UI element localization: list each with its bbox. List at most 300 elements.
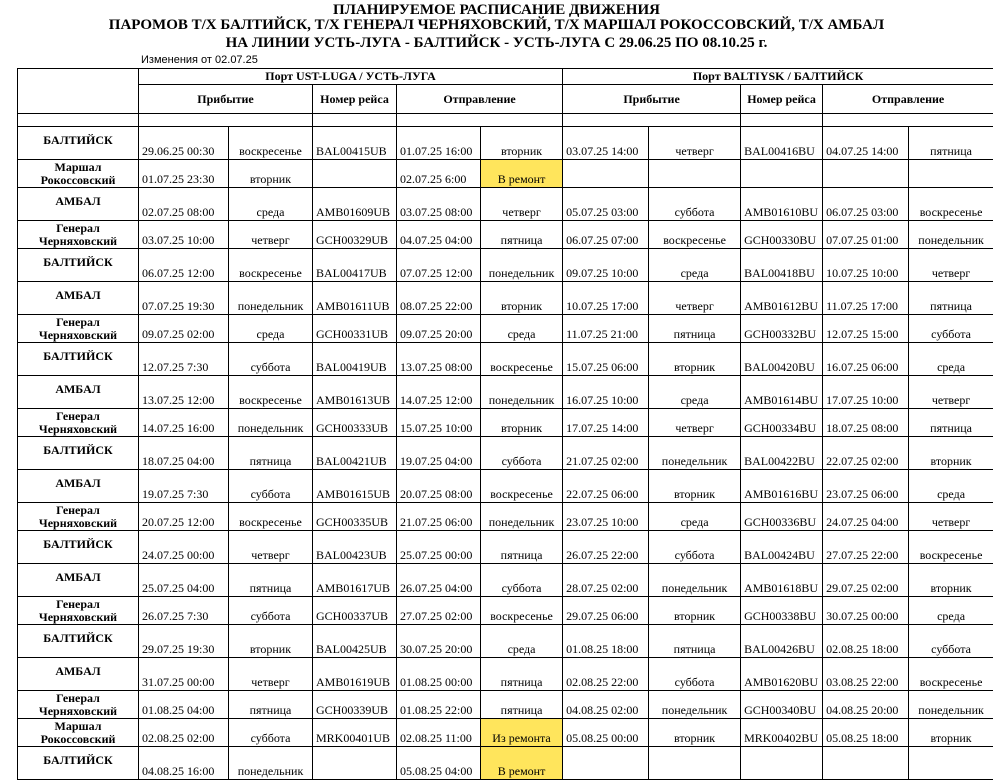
baltiysk-arrival-day bbox=[649, 747, 741, 780]
ship-name-cell bbox=[18, 564, 139, 597]
ship-name-line: АМБАЛ bbox=[21, 288, 135, 303]
ust-luga-arrival-time: 14.07.25 16:00 bbox=[139, 409, 229, 437]
baltiysk-departure-time: 03.08.25 22:00 bbox=[823, 658, 909, 691]
schedule-row bbox=[18, 747, 993, 780]
ship-name-line: АМБАЛ bbox=[21, 382, 135, 397]
ust-luga-arrival-time: 24.07.25 00:00 bbox=[139, 531, 229, 564]
ust-luga-departure-time: 07.07.25 12:00 bbox=[397, 249, 481, 282]
ship-name-line: Черняховский bbox=[21, 423, 135, 436]
ust-luga-arrival-day: пятница bbox=[229, 437, 313, 470]
ust-luga-departure-day: понедельник bbox=[481, 249, 563, 282]
baltiysk-departure-time: 04.08.25 20:00 bbox=[823, 691, 909, 719]
ust-luga-arrival-day: воскресенье bbox=[229, 127, 313, 160]
ship-name-line: БАЛТИЙСК bbox=[21, 255, 135, 270]
ust-luga-departure-time: 05.08.25 04:00 bbox=[397, 747, 481, 780]
baltiysk-arrival-day: суббота bbox=[649, 188, 741, 221]
ust-luga-departure-day: среда bbox=[481, 315, 563, 343]
baltiysk-arrival-time: 03.07.25 14:00 bbox=[563, 127, 649, 160]
ship-name-line: АМБАЛ bbox=[21, 476, 135, 491]
ust-luga-arrival-time: 02.08.25 02:00 bbox=[139, 719, 229, 747]
ust-luga-arrival-day: пятница bbox=[229, 564, 313, 597]
ust-luga-voyage-number: MRK00401UB bbox=[313, 719, 397, 747]
ust-luga-departure-header: Отправление bbox=[397, 85, 563, 114]
ship-name-line: Генерал bbox=[21, 598, 135, 611]
ust-luga-departure-time: 19.07.25 04:00 bbox=[397, 437, 481, 470]
baltiysk-arrival-time: 10.07.25 17:00 bbox=[563, 282, 649, 315]
spacer-cell bbox=[741, 114, 823, 127]
ship-name-cell bbox=[18, 221, 139, 249]
ship-name-cell bbox=[18, 719, 139, 747]
ust-luga-departure-time: 04.07.25 04:00 bbox=[397, 221, 481, 249]
baltiysk-departure-time: 24.07.25 04:00 bbox=[823, 503, 909, 531]
ust-luga-departure-day: воскресенье bbox=[481, 597, 563, 625]
ust-luga-arrival-day: четверг bbox=[229, 221, 313, 249]
baltiysk-voyage-number: BAL00426BU bbox=[741, 625, 823, 658]
schedule-row bbox=[18, 343, 993, 376]
schedule-row bbox=[18, 503, 993, 531]
ship-name-line: АМБАЛ bbox=[21, 194, 135, 209]
title-line-2: ПАРОМОВ Т/Х БАЛТИЙСК, Т/Х ГЕНЕРАЛ ЧЕРНЯХОВСКИЙ, Т/Х МАРШАЛ РОКОССОВСКИЙ, Т/Х АМБАЛ bbox=[0, 16, 993, 34]
title-line-3: НА ЛИНИИ УСТЬ-ЛУГА - БАЛТИЙСК - УСТЬ-ЛУГА С 29.06.25 ПО 08.10.25 г. bbox=[0, 34, 993, 52]
ust-luga-arrival-day: суббота bbox=[229, 719, 313, 747]
baltiysk-voyage-number: GCH00336BU bbox=[741, 503, 823, 531]
ship-name-line: БАЛТИЙСК bbox=[21, 753, 135, 768]
ust-luga-departure-time: 03.07.25 08:00 bbox=[397, 188, 481, 221]
ust-luga-voyage-number: GCH00329UB bbox=[313, 221, 397, 249]
spacer-cell bbox=[823, 114, 993, 127]
baltiysk-arrival-day: вторник bbox=[649, 343, 741, 376]
ust-luga-voyage-number: BAL00419UB bbox=[313, 343, 397, 376]
baltiysk-voyage-header: Номер рейса bbox=[741, 85, 823, 114]
baltiysk-arrival-day: понедельник bbox=[649, 691, 741, 719]
ust-luga-departure-day: пятница bbox=[481, 531, 563, 564]
ship-name-cell bbox=[18, 249, 139, 282]
ust-luga-departure-day: пятница bbox=[481, 691, 563, 719]
ust-luga-departure-day: суббота bbox=[481, 564, 563, 597]
baltiysk-arrival-time: 05.08.25 00:00 bbox=[563, 719, 649, 747]
ust-luga-departure-day: Из ремонта bbox=[481, 719, 563, 747]
baltiysk-arrival-day: четверг bbox=[649, 127, 741, 160]
ust-luga-departure-day: понедельник bbox=[481, 503, 563, 531]
ship-name-cell bbox=[18, 470, 139, 503]
baltiysk-departure-time: 05.08.25 18:00 bbox=[823, 719, 909, 747]
ust-luga-voyage-number: AMB01617UB bbox=[313, 564, 397, 597]
baltiysk-arrival-day: четверг bbox=[649, 409, 741, 437]
baltiysk-arrival-time: 21.07.25 02:00 bbox=[563, 437, 649, 470]
baltiysk-voyage-number: BAL00422BU bbox=[741, 437, 823, 470]
ust-luga-departure-time: 01.08.25 22:00 bbox=[397, 691, 481, 719]
baltiysk-departure-day: пятница bbox=[909, 127, 993, 160]
ust-luga-voyage-number bbox=[313, 747, 397, 780]
ship-name-cell bbox=[18, 503, 139, 531]
ship-name-line: Черняховский bbox=[21, 329, 135, 342]
baltiysk-departure-day: пятница bbox=[909, 282, 993, 315]
port-baltiysk-header: Порт BALTIYSK / БАЛТИЙСК bbox=[563, 69, 993, 85]
baltiysk-departure-day: понедельник bbox=[909, 691, 993, 719]
ship-name-cell bbox=[18, 691, 139, 719]
ust-luga-arrival-time: 18.07.25 04:00 bbox=[139, 437, 229, 470]
ship-name-line: Маршал bbox=[21, 161, 135, 174]
ust-luga-arrival-day: среда bbox=[229, 188, 313, 221]
baltiysk-departure-day bbox=[909, 160, 993, 188]
ust-luga-arrival-day: понедельник bbox=[229, 747, 313, 780]
ust-luga-departure-time: 09.07.25 20:00 bbox=[397, 315, 481, 343]
ust-luga-arrival-time: 01.07.25 23:30 bbox=[139, 160, 229, 188]
ust-luga-arrival-day: воскресенье bbox=[229, 376, 313, 409]
baltiysk-arrival-time: 26.07.25 22:00 bbox=[563, 531, 649, 564]
schedule-row bbox=[18, 658, 993, 691]
ship-name-line: Рокоссовский bbox=[21, 733, 135, 746]
ust-luga-arrival-day: суббота bbox=[229, 343, 313, 376]
baltiysk-voyage-number: GCH00338BU bbox=[741, 597, 823, 625]
schedule-row bbox=[18, 564, 993, 597]
ust-luga-voyage-number: BAL00421UB bbox=[313, 437, 397, 470]
baltiysk-departure-day: воскресенье bbox=[909, 188, 993, 221]
ship-name-cell bbox=[18, 747, 139, 780]
ship-name-line: Генерал bbox=[21, 410, 135, 423]
schedule-table bbox=[17, 68, 993, 780]
ust-luga-arrival-day: пятница bbox=[229, 691, 313, 719]
baltiysk-arrival-day: среда bbox=[649, 503, 741, 531]
spacer-cell bbox=[139, 114, 313, 127]
ust-luga-departure-time: 26.07.25 04:00 bbox=[397, 564, 481, 597]
baltiysk-arrival-day: воскресенье bbox=[649, 221, 741, 249]
ust-luga-arrival-time: 13.07.25 12:00 bbox=[139, 376, 229, 409]
baltiysk-voyage-number: AMB01610BU bbox=[741, 188, 823, 221]
ust-luga-departure-day: суббота bbox=[481, 437, 563, 470]
spacer-cell bbox=[397, 114, 563, 127]
ship-name-cell bbox=[18, 409, 139, 437]
ust-luga-arrival-time: 07.07.25 19:30 bbox=[139, 282, 229, 315]
ust-luga-arrival-time: 19.07.25 7:30 bbox=[139, 470, 229, 503]
baltiysk-departure-time: 02.08.25 18:00 bbox=[823, 625, 909, 658]
ship-name-cell bbox=[18, 625, 139, 658]
ust-luga-departure-time: 13.07.25 08:00 bbox=[397, 343, 481, 376]
ust-luga-arrival-time: 25.07.25 04:00 bbox=[139, 564, 229, 597]
ust-luga-departure-day: вторник bbox=[481, 282, 563, 315]
baltiysk-departure-time: 29.07.25 02:00 bbox=[823, 564, 909, 597]
ust-luga-arrival-time: 01.08.25 04:00 bbox=[139, 691, 229, 719]
ust-luga-departure-day: среда bbox=[481, 625, 563, 658]
baltiysk-departure-time: 12.07.25 15:00 bbox=[823, 315, 909, 343]
baltiysk-voyage-number bbox=[741, 160, 823, 188]
baltiysk-departure-time bbox=[823, 747, 909, 780]
ship-name-cell bbox=[18, 282, 139, 315]
ust-luga-departure-time: 08.07.25 22:00 bbox=[397, 282, 481, 315]
baltiysk-departure-time: 30.07.25 00:00 bbox=[823, 597, 909, 625]
baltiysk-arrival-day: вторник bbox=[649, 719, 741, 747]
ship-name-line: Генерал bbox=[21, 316, 135, 329]
ship-name-line: Черняховский bbox=[21, 235, 135, 248]
baltiysk-departure-day: вторник bbox=[909, 719, 993, 747]
baltiysk-arrival-day: понедельник bbox=[649, 437, 741, 470]
baltiysk-voyage-number: BAL00424BU bbox=[741, 531, 823, 564]
ust-luga-arrival-day: суббота bbox=[229, 470, 313, 503]
ust-luga-arrival-day: воскресенье bbox=[229, 249, 313, 282]
baltiysk-departure-day bbox=[909, 747, 993, 780]
baltiysk-arrival-time: 02.08.25 22:00 bbox=[563, 658, 649, 691]
baltiysk-departure-time: 22.07.25 02:00 bbox=[823, 437, 909, 470]
ust-luga-voyage-number: GCH00335UB bbox=[313, 503, 397, 531]
ship-name-cell bbox=[18, 531, 139, 564]
baltiysk-arrival-time: 16.07.25 10:00 bbox=[563, 376, 649, 409]
ust-luga-arrival-time: 29.07.25 19:30 bbox=[139, 625, 229, 658]
ship-name-line: БАЛТИЙСК bbox=[21, 631, 135, 646]
baltiysk-departure-time: 17.07.25 10:00 bbox=[823, 376, 909, 409]
baltiysk-departure-day: понедельник bbox=[909, 221, 993, 249]
ust-luga-arrival-day: понедельник bbox=[229, 282, 313, 315]
ust-luga-voyage-number: AMB01613UB bbox=[313, 376, 397, 409]
baltiysk-departure-time: 23.07.25 06:00 bbox=[823, 470, 909, 503]
ust-luga-voyage-number: AMB01619UB bbox=[313, 658, 397, 691]
baltiysk-arrival-time: 01.08.25 18:00 bbox=[563, 625, 649, 658]
baltiysk-departure-time: 16.07.25 06:00 bbox=[823, 343, 909, 376]
ust-luga-arrival-time: 12.07.25 7:30 bbox=[139, 343, 229, 376]
schedule-row bbox=[18, 437, 993, 470]
baltiysk-arrival-time: 23.07.25 10:00 bbox=[563, 503, 649, 531]
ship-header-cell bbox=[18, 85, 139, 114]
ship-header-cell bbox=[18, 69, 139, 85]
ust-luga-departure-time: 02.08.25 11:00 bbox=[397, 719, 481, 747]
ust-luga-departure-day: вторник bbox=[481, 127, 563, 160]
baltiysk-departure-day: четверг bbox=[909, 376, 993, 409]
ust-luga-departure-time: 27.07.25 02:00 bbox=[397, 597, 481, 625]
ust-luga-arrival-time: 02.07.25 08:00 bbox=[139, 188, 229, 221]
ust-luga-arrival-day: вторник bbox=[229, 625, 313, 658]
ust-luga-arrival-time: 26.07.25 7:30 bbox=[139, 597, 229, 625]
baltiysk-departure-day: пятница bbox=[909, 409, 993, 437]
schedule-row bbox=[18, 160, 993, 188]
baltiysk-departure-day: суббота bbox=[909, 625, 993, 658]
changes-note: Изменения от 02.07.25 bbox=[141, 53, 258, 67]
ust-luga-departure-day: понедельник bbox=[481, 376, 563, 409]
ust-luga-departure-day: четверг bbox=[481, 188, 563, 221]
ust-luga-arrival-time: 29.06.25 00:30 bbox=[139, 127, 229, 160]
ust-luga-arrival-time: 20.07.25 12:00 bbox=[139, 503, 229, 531]
baltiysk-voyage-number: AMB01614BU bbox=[741, 376, 823, 409]
ship-name-line: Рокоссовский bbox=[21, 174, 135, 187]
ust-luga-voyage-header: Номер рейса bbox=[313, 85, 397, 114]
baltiysk-departure-day: четверг bbox=[909, 249, 993, 282]
baltiysk-arrival-day bbox=[649, 160, 741, 188]
baltiysk-arrival-day: среда bbox=[649, 249, 741, 282]
ust-luga-voyage-number: GCH00333UB bbox=[313, 409, 397, 437]
baltiysk-voyage-number: BAL00418BU bbox=[741, 249, 823, 282]
baltiysk-arrival-day: пятница bbox=[649, 625, 741, 658]
ship-name-line: Маршал bbox=[21, 720, 135, 733]
baltiysk-arrival-day: пятница bbox=[649, 315, 741, 343]
baltiysk-departure-time: 10.07.25 10:00 bbox=[823, 249, 909, 282]
ust-luga-voyage-number bbox=[313, 160, 397, 188]
baltiysk-departure-day: среда bbox=[909, 343, 993, 376]
ship-name-line: Генерал bbox=[21, 692, 135, 705]
baltiysk-arrival-day: суббота bbox=[649, 658, 741, 691]
baltiysk-departure-time: 07.07.25 01:00 bbox=[823, 221, 909, 249]
baltiysk-voyage-number bbox=[741, 747, 823, 780]
ship-name-cell bbox=[18, 376, 139, 409]
baltiysk-arrival-time bbox=[563, 160, 649, 188]
port-header-row bbox=[18, 69, 993, 85]
schedule-row bbox=[18, 531, 993, 564]
ship-name-line: БАЛТИЙСК bbox=[21, 443, 135, 458]
ust-luga-voyage-number: GCH00339UB bbox=[313, 691, 397, 719]
spacer-cell bbox=[18, 114, 139, 127]
baltiysk-departure-day: среда bbox=[909, 597, 993, 625]
title-line-1: ПЛАНИРУЕМОЕ РАСПИСАНИЕ ДВИЖЕНИЯ bbox=[0, 1, 993, 19]
ship-name-cell bbox=[18, 315, 139, 343]
ust-luga-departure-time: 15.07.25 10:00 bbox=[397, 409, 481, 437]
baltiysk-departure-day: четверг bbox=[909, 503, 993, 531]
spacer-cell bbox=[313, 114, 397, 127]
baltiysk-voyage-number: GCH00332BU bbox=[741, 315, 823, 343]
ust-luga-voyage-number: BAL00417UB bbox=[313, 249, 397, 282]
ust-luga-arrival-day: воскресенье bbox=[229, 503, 313, 531]
ship-name-cell bbox=[18, 188, 139, 221]
baltiysk-voyage-number: AMB01612BU bbox=[741, 282, 823, 315]
ust-luga-voyage-number: GCH00337UB bbox=[313, 597, 397, 625]
baltiysk-voyage-number: AMB01616BU bbox=[741, 470, 823, 503]
baltiysk-departure-day: вторник bbox=[909, 564, 993, 597]
ust-luga-arrival-day: четверг bbox=[229, 531, 313, 564]
baltiysk-departure-day: вторник bbox=[909, 437, 993, 470]
ust-luga-departure-time: 20.07.25 08:00 bbox=[397, 470, 481, 503]
ust-luga-departure-day: вторник bbox=[481, 409, 563, 437]
ust-luga-arrival-day: суббота bbox=[229, 597, 313, 625]
baltiysk-departure-day: среда bbox=[909, 470, 993, 503]
ust-luga-departure-time: 21.07.25 06:00 bbox=[397, 503, 481, 531]
ust-luga-arrival-time: 06.07.25 12:00 bbox=[139, 249, 229, 282]
schedule-row bbox=[18, 376, 993, 409]
baltiysk-voyage-number: BAL00420BU bbox=[741, 343, 823, 376]
baltiysk-voyage-number: BAL00416BU bbox=[741, 127, 823, 160]
ship-name-line: Генерал bbox=[21, 222, 135, 235]
baltiysk-voyage-number: AMB01620BU bbox=[741, 658, 823, 691]
ust-luga-arrival-day: вторник bbox=[229, 160, 313, 188]
baltiysk-arrival-day: вторник bbox=[649, 470, 741, 503]
baltiysk-arrival-time bbox=[563, 747, 649, 780]
ship-name-line: БАЛТИЙСК bbox=[21, 133, 135, 148]
schedule-row bbox=[18, 249, 993, 282]
schedule-row bbox=[18, 315, 993, 343]
schedule-row bbox=[18, 409, 993, 437]
schedule-row bbox=[18, 719, 993, 747]
ship-name-line: БАЛТИЙСК bbox=[21, 349, 135, 364]
ust-luga-departure-time: 01.07.25 16:00 bbox=[397, 127, 481, 160]
ust-luga-arrival-time: 31.07.25 00:00 bbox=[139, 658, 229, 691]
baltiysk-departure-day: воскресенье bbox=[909, 531, 993, 564]
column-header-row bbox=[18, 85, 993, 114]
baltiysk-voyage-number: GCH00334BU bbox=[741, 409, 823, 437]
ust-luga-arrival-time: 03.07.25 10:00 bbox=[139, 221, 229, 249]
ship-name-cell bbox=[18, 160, 139, 188]
ship-name-cell bbox=[18, 127, 139, 160]
ust-luga-arrival-day: четверг bbox=[229, 658, 313, 691]
ust-luga-voyage-number: BAL00423UB bbox=[313, 531, 397, 564]
ship-name-line: БАЛТИЙСК bbox=[21, 537, 135, 552]
ship-name-line: Черняховский bbox=[21, 517, 135, 530]
baltiysk-arrival-time: 04.08.25 02:00 bbox=[563, 691, 649, 719]
baltiysk-arrival-time: 09.07.25 10:00 bbox=[563, 249, 649, 282]
ship-name-line: АМБАЛ bbox=[21, 570, 135, 585]
ust-luga-arrival-time: 04.08.25 16:00 bbox=[139, 747, 229, 780]
baltiysk-departure-time: 04.07.25 14:00 bbox=[823, 127, 909, 160]
baltiysk-voyage-number: MRK00402BU bbox=[741, 719, 823, 747]
baltiysk-arrival-day: вторник bbox=[649, 597, 741, 625]
baltiysk-arrival-time: 15.07.25 06:00 bbox=[563, 343, 649, 376]
schedule-row bbox=[18, 470, 993, 503]
baltiysk-arrival-day: понедельник bbox=[649, 564, 741, 597]
ust-luga-departure-day: воскресенье bbox=[481, 343, 563, 376]
spacer-cell bbox=[563, 114, 741, 127]
ship-name-cell bbox=[18, 658, 139, 691]
ust-luga-arrival-header: Прибытие bbox=[139, 85, 313, 114]
ust-luga-departure-day: В ремонт bbox=[481, 747, 563, 780]
baltiysk-arrival-day: четверг bbox=[649, 282, 741, 315]
ust-luga-departure-time: 14.07.25 12:00 bbox=[397, 376, 481, 409]
baltiysk-voyage-number: GCH00340BU bbox=[741, 691, 823, 719]
baltiysk-arrival-time: 11.07.25 21:00 bbox=[563, 315, 649, 343]
ship-name-line: Генерал bbox=[21, 504, 135, 517]
port-ust-luga-header: Порт UST-LUGA / УСТЬ-ЛУГА bbox=[139, 69, 563, 85]
baltiysk-departure-header: Отправление bbox=[823, 85, 993, 114]
baltiysk-departure-day: воскресенье bbox=[909, 658, 993, 691]
baltiysk-arrival-day: суббота bbox=[649, 531, 741, 564]
ust-luga-voyage-number: AMB01609UB bbox=[313, 188, 397, 221]
baltiysk-arrival-time: 05.07.25 03:00 bbox=[563, 188, 649, 221]
schedule-row bbox=[18, 282, 993, 315]
schedule-row bbox=[18, 597, 993, 625]
ship-name-cell bbox=[18, 597, 139, 625]
baltiysk-departure-time: 27.07.25 22:00 bbox=[823, 531, 909, 564]
baltiysk-arrival-header: Прибытие bbox=[563, 85, 741, 114]
ust-luga-voyage-number: BAL00415UB bbox=[313, 127, 397, 160]
ust-luga-voyage-number: AMB01615UB bbox=[313, 470, 397, 503]
ship-name-line: Черняховский bbox=[21, 705, 135, 718]
ust-luga-departure-time: 25.07.25 00:00 bbox=[397, 531, 481, 564]
ship-name-cell bbox=[18, 437, 139, 470]
ust-luga-departure-day: пятница bbox=[481, 221, 563, 249]
baltiysk-arrival-time: 28.07.25 02:00 bbox=[563, 564, 649, 597]
baltiysk-voyage-number: GCH00330BU bbox=[741, 221, 823, 249]
ship-name-line: Черняховский bbox=[21, 611, 135, 624]
ust-luga-arrival-day: понедельник bbox=[229, 409, 313, 437]
ust-luga-departure-time: 30.07.25 20:00 bbox=[397, 625, 481, 658]
ship-name-cell bbox=[18, 343, 139, 376]
schedule-row bbox=[18, 188, 993, 221]
schedule-row bbox=[18, 127, 993, 160]
ship-name-line: АМБАЛ bbox=[21, 664, 135, 679]
spacer-row bbox=[18, 114, 993, 127]
baltiysk-arrival-time: 22.07.25 06:00 bbox=[563, 470, 649, 503]
baltiysk-departure-day: суббота bbox=[909, 315, 993, 343]
ust-luga-departure-day: воскресенье bbox=[481, 470, 563, 503]
baltiysk-arrival-time: 29.07.25 06:00 bbox=[563, 597, 649, 625]
baltiysk-arrival-time: 06.07.25 07:00 bbox=[563, 221, 649, 249]
schedule-row bbox=[18, 221, 993, 249]
baltiysk-departure-time bbox=[823, 160, 909, 188]
ust-luga-departure-time: 01.08.25 00:00 bbox=[397, 658, 481, 691]
ust-luga-voyage-number: GCH00331UB bbox=[313, 315, 397, 343]
ust-luga-voyage-number: AMB01611UB bbox=[313, 282, 397, 315]
baltiysk-departure-time: 11.07.25 17:00 bbox=[823, 282, 909, 315]
ust-luga-arrival-time: 09.07.25 02:00 bbox=[139, 315, 229, 343]
baltiysk-departure-time: 18.07.25 08:00 bbox=[823, 409, 909, 437]
baltiysk-arrival-day: среда bbox=[649, 376, 741, 409]
baltiysk-departure-time: 06.07.25 03:00 bbox=[823, 188, 909, 221]
schedule-row bbox=[18, 625, 993, 658]
ust-luga-departure-time: 02.07.25 6:00 bbox=[397, 160, 481, 188]
ust-luga-departure-day: пятница bbox=[481, 658, 563, 691]
